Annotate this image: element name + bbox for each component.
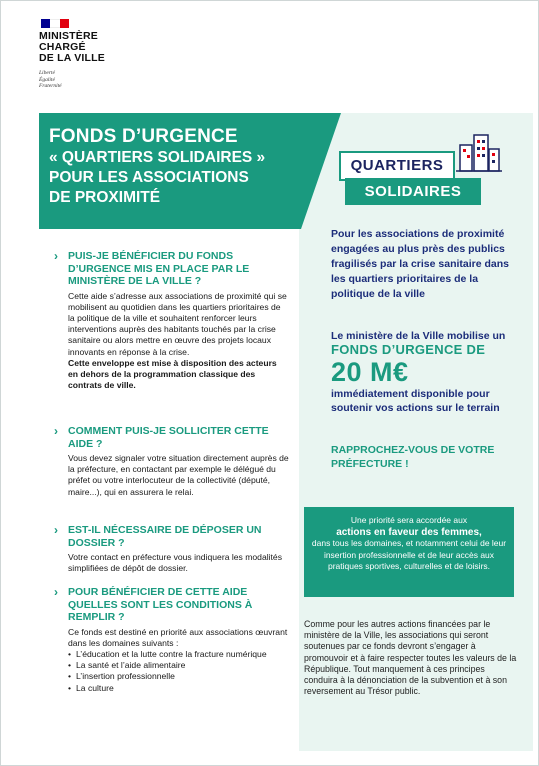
mobilisation-block bbox=[331, 329, 521, 415]
buildings-icon bbox=[456, 131, 502, 173]
qa-answer bbox=[54, 291, 289, 392]
question-text: EST-IL NÉCESSAIRE DE DÉPOSER UN DOSSIER ? bbox=[68, 524, 262, 549]
qa-answer bbox=[54, 453, 289, 498]
mobilisation-lead: Le ministère de la Ville mobilise un bbox=[331, 330, 506, 342]
republic-motto bbox=[39, 70, 62, 90]
title-line: « QUARTIERS SOLIDAIRES » bbox=[49, 149, 266, 166]
title-line: DE PROXIMITÉ bbox=[49, 189, 161, 206]
qa-item bbox=[54, 250, 289, 391]
ministry-name bbox=[39, 31, 105, 64]
question-text: COMMENT PUIS-JE SOLLICITER CETTE AIDE ? bbox=[68, 425, 269, 450]
motto-line: Liberté bbox=[39, 70, 55, 76]
badge-bottom-label: SOLIDAIRES bbox=[345, 178, 481, 205]
qa-answer bbox=[54, 552, 289, 574]
chevron-right-icon: › bbox=[54, 523, 58, 537]
priority-highlight: actions en faveur des femmes, bbox=[336, 526, 482, 538]
list-item: • La santé et l’aide alimentaire bbox=[68, 660, 289, 671]
page-title bbox=[49, 126, 309, 208]
answer-bold-text: Cette enveloppe est mise à disposition des acteurs en dehors de la programmation classique des contrats de ville. bbox=[68, 357, 277, 391]
qa-item bbox=[54, 425, 289, 498]
call-to-action: RAPPROCHEZ-VOUS DE VOTRE PRÉFECTURE ! bbox=[331, 444, 495, 470]
fund-amount: 20 M€ bbox=[331, 357, 409, 387]
qa-question bbox=[54, 586, 289, 624]
ministry-line: DE LA VILLE bbox=[39, 52, 105, 64]
list-item: • L’éducation et la lutte contre la fracture numérique bbox=[68, 649, 289, 660]
qa-item bbox=[54, 586, 289, 694]
chevron-right-icon: › bbox=[54, 585, 58, 599]
french-flag-logo bbox=[41, 19, 69, 28]
answer-text: Cette aide s’adresse aux associations de proximité qui se mobilisent au quotidien dans les quartiers prioritaires de la politique de la ville et souhaitent renforcer leurs interventions auprès des habitants touchés par la crise sanitaire ou alors mettre en œuvre des projets locaux innovants en réponse à la crise. bbox=[68, 290, 287, 357]
priority-box bbox=[304, 507, 514, 597]
chevron-right-icon: › bbox=[54, 424, 58, 438]
answer-text: Votre contact en préfecture vous indiquera les modalités simplifiées de dépôt de dossier. bbox=[68, 552, 283, 574]
qa-item bbox=[54, 524, 289, 574]
title-line: FONDS D’URGENCE bbox=[49, 126, 238, 147]
question-text: PUIS-JE BÉNÉFICIER DU FONDS D’URGENCE MIS EN PLACE PAR LE MINISTÈRE DE LA VILLE ? bbox=[68, 250, 250, 287]
answer-text: Ce fonds est destiné en priorité aux associations œuvrant dans les domaines suivants : bbox=[68, 626, 288, 648]
title-line: POUR LES ASSOCIATIONS bbox=[49, 169, 249, 186]
list-item: • La culture bbox=[68, 683, 289, 694]
priority-details: dans tous les domaines, et notamment celui de leur insertion professionnelle et de leur accès aux pratiques sportives, culturelles et de loisirs. bbox=[311, 538, 507, 571]
qa-question bbox=[54, 425, 289, 450]
qa-question bbox=[54, 524, 289, 549]
list-item: • L’insertion professionnelle bbox=[68, 671, 289, 682]
ministry-line: MINISTÈRE bbox=[39, 30, 98, 42]
fund-label: FONDS D’URGENCE DE bbox=[331, 342, 486, 357]
answer-text: Vous devez signaler votre situation directement auprès de la préfecture, en contactant par exemple le délégué du préfet ou votre interlocuteur de la collectivité (député, maire...), qui en assurera le relai. bbox=[68, 453, 289, 497]
ministry-line: CHARGÉ bbox=[39, 41, 86, 53]
intro-text: Pour les associations de proximité engagées au plus près des publics fragilisés par la crise sanitaire dans les quartiers prioritaires de la politique de la ville bbox=[331, 228, 510, 300]
motto-line: Fraternité bbox=[39, 83, 62, 89]
motto-line: Égalité bbox=[39, 76, 55, 83]
priority-intro: Une priorité sera accordée aux bbox=[350, 515, 468, 525]
closing-text: Comme pour les autres actions financées par le ministère de la Ville, les associations qui seront soutenues par ce fonds devront s’engager à promouvoir et à faire respecter toutes les valeurs de la République. Tout manquement à ces principes conduira à la dénonciation de la subvention et à son reversement au Trésor public. bbox=[304, 619, 517, 697]
domain-list bbox=[68, 649, 289, 694]
qa-answer bbox=[54, 627, 289, 694]
qa-question bbox=[54, 250, 289, 288]
question-text: POUR BÉNÉFICIER DE CETTE AIDE QUELLES SONT LES CONDITIONS À REMPLIR ? bbox=[68, 586, 253, 623]
badge-top-label: QUARTIERS bbox=[339, 151, 455, 181]
chevron-right-icon: › bbox=[54, 249, 58, 263]
mobilisation-detail: immédiatement disponible pour soutenir vos actions sur le terrain bbox=[331, 388, 500, 414]
